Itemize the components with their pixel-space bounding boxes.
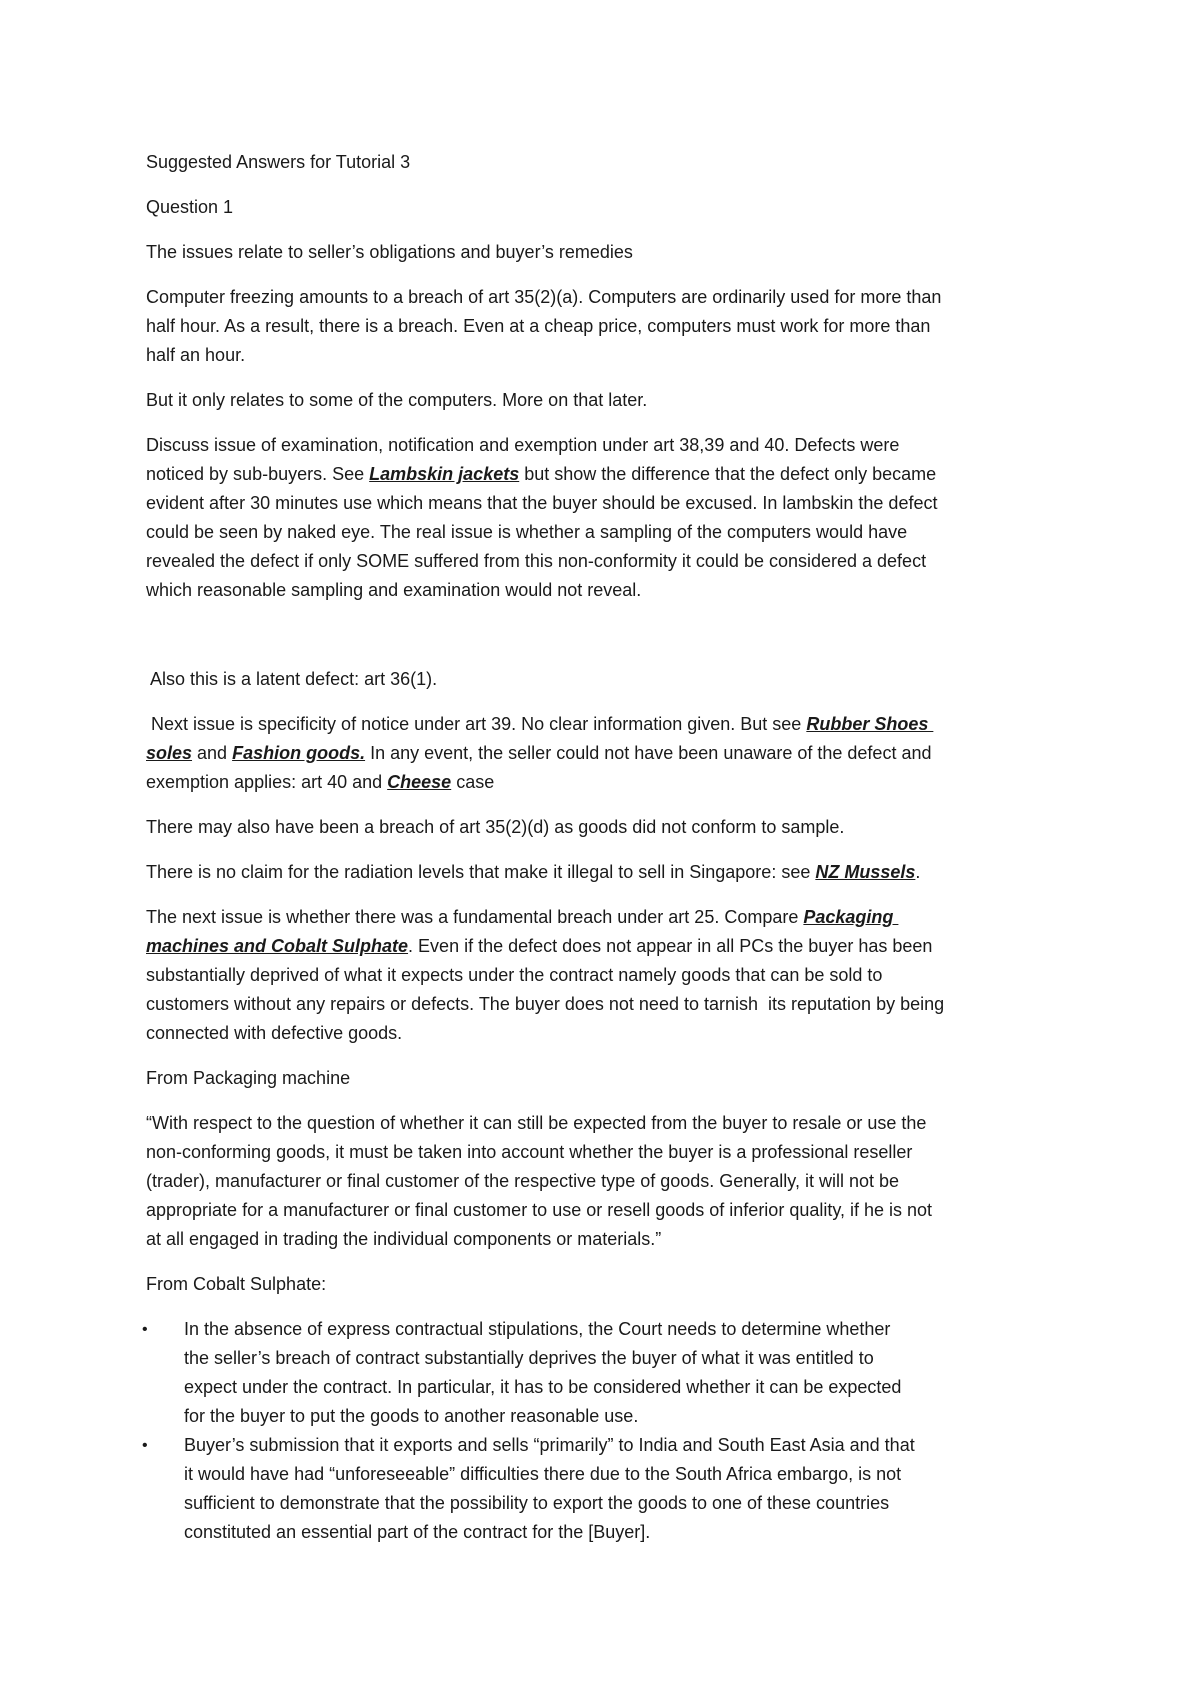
paragraph-specificity: Next issue is specificity of notice under art 39. No clear information given. But see Rubber Shoes soles and Fashion goods. In any event, the seller could not have been unaware of the defect and exemption applies: art 40 and Cheese case xyxy=(146,714,934,792)
list-item: • In the absence of express contractual stipulations, the Court needs to determine whether the seller’s breach of contract substantially deprives the buyer of what it was entitled to expect under the contract. In particular, it has to be considered whether it can be expected for the buyer to put the goods to another reasonable use. xyxy=(146,1315,1072,1431)
question-heading: Question 1 xyxy=(146,197,234,217)
paragraph-some-computers: But it only relates to some of the computers. More on that later. xyxy=(146,390,648,410)
case-link-fashion-goods: Fashion goods. xyxy=(232,743,366,763)
case-link-packaging-machines: Packaging xyxy=(803,907,899,927)
document-title: Suggested Answers for Tutorial 3 xyxy=(146,152,411,172)
bullet-icon: • xyxy=(142,1321,148,1338)
blank-gap xyxy=(146,621,1072,665)
paragraph-computer-freezing: Computer freezing amounts to a breach of art 35(2)(a). Computers are ordinarily used for more than half hour. As a result, there is a breach. Even at a cheap price, computers must work for more than half an hour. xyxy=(146,287,942,365)
cobalt-bullet-list xyxy=(142,1315,1072,1547)
paragraph-sample-breach: There may also have been a breach of art 35(2)(d) as goods did not conform to sample. xyxy=(146,817,845,837)
paragraph-radiation: There is no claim for the radiation levels that make it illegal to sell in Singapore: see NZ Mussels. xyxy=(146,862,921,882)
case-link-cheese: Cheese xyxy=(387,772,452,792)
case-link-cobalt-sulphate: machines and Cobalt Sulphate xyxy=(146,936,409,956)
bullet-icon: • xyxy=(142,1437,148,1454)
case-link-rubber-shoes-soles: Rubber Shoes xyxy=(806,714,934,734)
quote-packaging-machine: “With respect to the question of whether it can still be expected from the buyer to resale or use the non-conforming goods, it must be taken into account whether the buyer is a professional reseller (trader), manufacturer or final customer of the respective type of goods. Generally, it will not be appropriate for a manufacturer or final customer to use or resell goods of inferior quality, if he is not at all engaged in trading the individual components or materials.” xyxy=(146,1113,933,1249)
case-link-nz-mussels: NZ Mussels xyxy=(815,862,916,882)
case-link-lambskin-jackets: Lambskin jackets xyxy=(369,464,520,484)
paragraph-from-cobalt: From Cobalt Sulphate: xyxy=(146,1274,327,1294)
case-link-rubber-shoes-soles-cont: soles xyxy=(146,743,193,763)
paragraph-examination: Discuss issue of examination, notification and exemption under art 38,39 and 40. Defects were noticed by sub-buyers. See Lambskin jackets but show the difference that the defect only became evident after 30 minutes use which means that the buyer should be excused. In lambskin the defect could be seen by naked eye. The real issue is whether a sampling of the computers would have revealed the defect if only SOME suffered from this non-conformity it could be considered a defect which reasonable sampling and examination would not reveal. xyxy=(146,435,938,600)
paragraph-from-packaging: From Packaging machine xyxy=(146,1068,351,1088)
paragraph-issues: The issues relate to seller’s obligations and buyer’s remedies xyxy=(146,242,633,262)
paragraph-latent-defect: Also this is a latent defect: art 36(1). xyxy=(146,669,438,689)
list-item: • Buyer’s submission that it exports and sells “primarily” to India and South East Asia and that it would have had “unforeseeable” difficulties there due to the South Africa embargo, is not sufficient to demonstrate that the possibility to export the goods to one of these countries constituted an essential part of the contract for the [Buyer]. xyxy=(146,1431,1072,1547)
paragraph-fundamental-breach: The next issue is whether there was a fundamental breach under art 25. Compare Packaging machines and Cobalt Sulphate. Even if the defect does not appear in all PCs the buyer has been substantially deprived of what it expects under the contract namely goods that can be sold to customers without any repairs or defects. The buyer does not need to tarnish its reputation by being connected with defective goods. xyxy=(146,907,945,1043)
